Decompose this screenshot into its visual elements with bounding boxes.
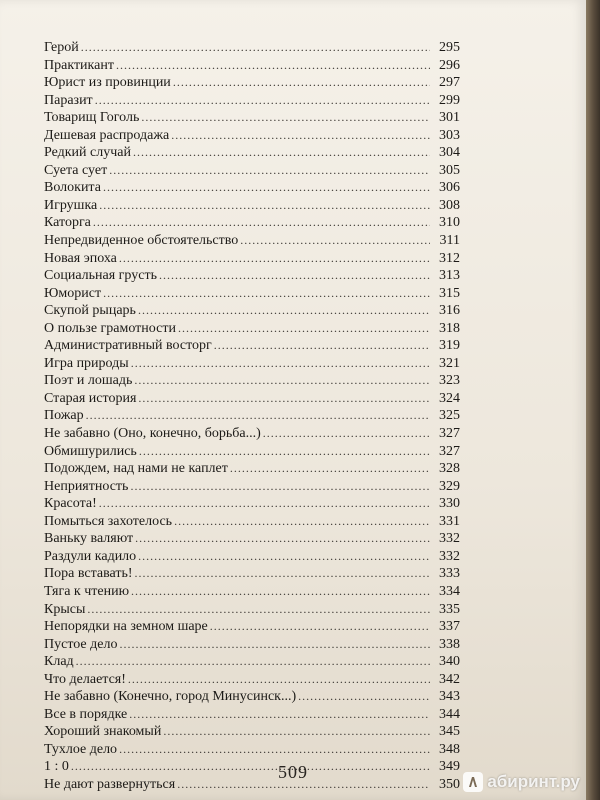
toc-entry-title: Не забавно (Оно, конечно, борьба...) [44,426,261,442]
toc-entry-page: 343 [439,689,460,705]
toc-entry-title: Игра природы [44,355,129,371]
toc-entry [44,57,460,75]
toc-entry [44,197,460,215]
toc-entry-title: Паразит [44,92,93,108]
toc-entry-page: 333 [439,566,460,582]
toc-entry-title: Волокита [44,180,101,196]
toc-entry-title: Красота! [44,496,97,512]
toc-entry [44,601,460,619]
labirint-logo-icon [463,772,483,792]
toc-entry-title: Непорядки на земном шаре [44,619,208,635]
toc-entry-title: Поэт и лошадь [44,373,133,389]
toc-entry-page: 313 [439,268,460,284]
toc-entry [44,671,460,689]
toc-leader-dots [230,460,430,478]
toc-entry [44,741,460,759]
toc-entry [44,267,460,285]
toc-entry-page: 301 [439,110,460,126]
toc-entry-page: 334 [439,583,460,599]
page-number: 509 [278,762,308,782]
toc-entry-page: 327 [439,443,460,459]
toc-entry-title: Тяга к чтению [44,583,130,599]
toc-leader-dots [263,425,430,443]
toc-leader-dots [138,548,430,566]
toc-leader-dots [173,74,430,92]
toc-entry-page: 348 [439,741,460,757]
toc-entry-title: Обмишурились [44,443,137,459]
toc-leader-dots [135,565,430,583]
toc-entry-title: Каторга [44,215,91,231]
toc-entry-page: 342 [439,671,460,687]
toc-entry [44,565,460,583]
watermark-text: абиринт.ру [487,772,580,791]
toc-leader-dots [298,688,430,706]
toc-leader-dots [138,390,430,408]
toc-entry-title: Игрушка [44,197,98,213]
toc-entry [44,144,460,162]
toc-entry-page: 335 [439,601,460,617]
toc-leader-dots [214,337,430,355]
toc-leader-dots [109,162,430,180]
toc-entry-page: 327 [439,426,460,442]
toc-entry-page: 324 [439,390,460,406]
toc-entry-page: 350 [439,776,460,792]
toc-entry-title: Герой [44,40,79,55]
toc-entry-page: 296 [439,57,460,73]
toc-entry [44,214,460,232]
toc-entry-page: 315 [439,285,460,301]
toc-entry [44,39,460,57]
toc-leader-dots [119,741,430,759]
toc-entry [44,179,460,197]
toc-entry-page: 304 [439,145,460,161]
toc-entry-title: Тухлое дело [44,741,118,757]
toc-entry-page: 316 [439,303,460,319]
toc-entry-title: Все в порядке [44,706,128,722]
toc-entry-title: Не забавно (Конечно, город Минусинск...) [44,689,297,705]
toc-entry-page: 330 [439,496,460,512]
toc-entry [44,250,460,268]
toc-leader-dots [95,92,430,110]
toc-entry-title: Пустое дело [44,636,118,652]
toc-entry-title: Юморист [44,285,102,301]
toc-entry-title: Клад [44,654,74,670]
toc-entry [44,723,460,741]
toc-entry-page: 305 [439,162,460,178]
toc-leader-dots [99,495,430,513]
toc-entry-page: 295 [439,40,460,55]
toc-entry [44,109,460,127]
toc-entry [44,706,460,724]
toc-entry [44,636,460,654]
toc-entry-title: О пользе грамотности [44,320,176,336]
toc-entry [44,337,460,355]
toc-entry-page: 337 [439,619,460,635]
toc-entry-title: Пора вставать! [44,566,133,582]
toc-entry [44,460,460,478]
toc-leader-dots [119,250,430,268]
toc-leader-dots [128,671,430,689]
toc-entry-title: Социальная грусть [44,268,157,284]
toc-entry-title: Что делается! [44,671,126,687]
toc-entry-page: 308 [439,197,460,213]
toc-entry-page: 319 [439,338,460,354]
toc-entry [44,478,460,496]
toc-leader-dots [210,618,430,636]
toc-leader-dots [138,302,430,320]
toc-leader-dots [81,39,430,57]
toc-entry [44,618,460,636]
toc-leader-dots [131,583,430,601]
toc-entry [44,285,460,303]
toc-leader-dots [103,285,430,303]
toc-entry [44,548,460,566]
toc-leader-dots [76,653,430,671]
book-edge [586,0,600,800]
toc-entry-page: 321 [439,355,460,371]
toc-entry-title: Редкий случай [44,145,131,161]
toc-entry [44,443,460,461]
toc-entry-page: 323 [439,373,460,389]
toc-entry-page: 303 [439,127,460,143]
toc-leader-dots [87,601,430,619]
toc-entry-page: 310 [439,215,460,231]
toc-entry-title: 1 : 0 [44,759,69,775]
toc-entry [44,530,460,548]
toc-leader-dots [86,407,430,425]
toc-entry [44,302,460,320]
toc-leader-dots [116,57,430,75]
toc-entry-title: Подождем, над нами не каплет [44,461,228,477]
toc-entry-page: 329 [439,478,460,494]
watermark [463,772,580,792]
toc-leader-dots [134,372,430,390]
toc-entry-page: 318 [439,320,460,336]
toc-entry-title: Раздули кадило [44,548,137,564]
toc-entry-page: 340 [439,654,460,670]
toc-entry-page: 331 [439,513,460,529]
toc-entry [44,688,460,706]
toc-entry-title: Юрист из провинции [44,75,171,91]
toc-leader-dots [139,443,430,461]
toc-entry [44,513,460,531]
toc-leader-dots [171,127,430,145]
toc-leader-dots [163,723,430,741]
toc-entry [44,653,460,671]
toc-entry-page: 332 [439,531,460,547]
toc-leader-dots [159,267,430,285]
toc-leader-dots [240,232,430,250]
toc-entry-title: Не дают развернуться [44,776,176,792]
toc-entry-page: 312 [439,250,460,266]
toc-entry-title: Ваньку валяют [44,531,134,547]
toc-entry-page: 311 [439,233,460,249]
toc-entry-title: Товарищ Гоголь [44,110,140,126]
toc-leader-dots [174,513,430,531]
toc-entry-page: 332 [439,548,460,564]
toc-leader-dots [141,109,430,127]
toc-entry [44,162,460,180]
toc-leader-dots [133,144,430,162]
toc-entry-title: Хороший знакомый [44,724,162,740]
toc-entry-title: Непредвиденное обстоятельство [44,233,239,249]
toc-entry-page: 297 [439,75,460,91]
toc-entry-title: Крысы [44,601,86,617]
toc-entry [44,583,460,601]
toc-entry-page: 328 [439,461,460,477]
toc-entry [44,320,460,338]
toc-entry [44,355,460,373]
toc-leader-dots [99,197,430,215]
toc-entry [44,372,460,390]
toc-entry [44,232,460,250]
toc-entry-title: Суета сует [44,162,108,178]
toc-entry-page: 338 [439,636,460,652]
toc-entry-title: Неприятность [44,478,129,494]
toc-entry-page: 306 [439,180,460,196]
table-of-contents [44,39,460,794]
toc-entry-title: Скупой рыцарь [44,303,136,319]
toc-leader-dots [178,320,430,338]
toc-entry [44,127,460,145]
toc-leader-dots [103,179,430,197]
toc-leader-dots [129,706,430,724]
toc-entry-page: 345 [439,724,460,740]
toc-leader-dots [131,355,430,373]
toc-entry-title: Дешевая распродажа [44,127,170,143]
toc-entry [44,495,460,513]
toc-entry-page: 344 [439,706,460,722]
toc-entry [44,74,460,92]
toc-entry [44,407,460,425]
toc-entry-page: 349 [439,759,460,775]
toc-entry-title: Новая эпоха [44,250,117,266]
toc-entry [44,92,460,110]
toc-entry [44,425,460,443]
toc-entry-title: Административный восторг [44,338,212,354]
toc-entry-page: 299 [439,92,460,108]
toc-entry-title: Пожар [44,408,84,424]
toc-leader-dots [93,214,430,232]
toc-leader-dots [130,478,430,496]
toc-entry [44,390,460,408]
toc-entry-title: Практикант [44,57,114,73]
toc-entry-title: Старая история [44,390,137,406]
toc-entry-title: Помыться захотелось [44,513,173,529]
toc-leader-dots [119,636,430,654]
toc-leader-dots [135,530,430,548]
toc-entry-page: 325 [439,408,460,424]
